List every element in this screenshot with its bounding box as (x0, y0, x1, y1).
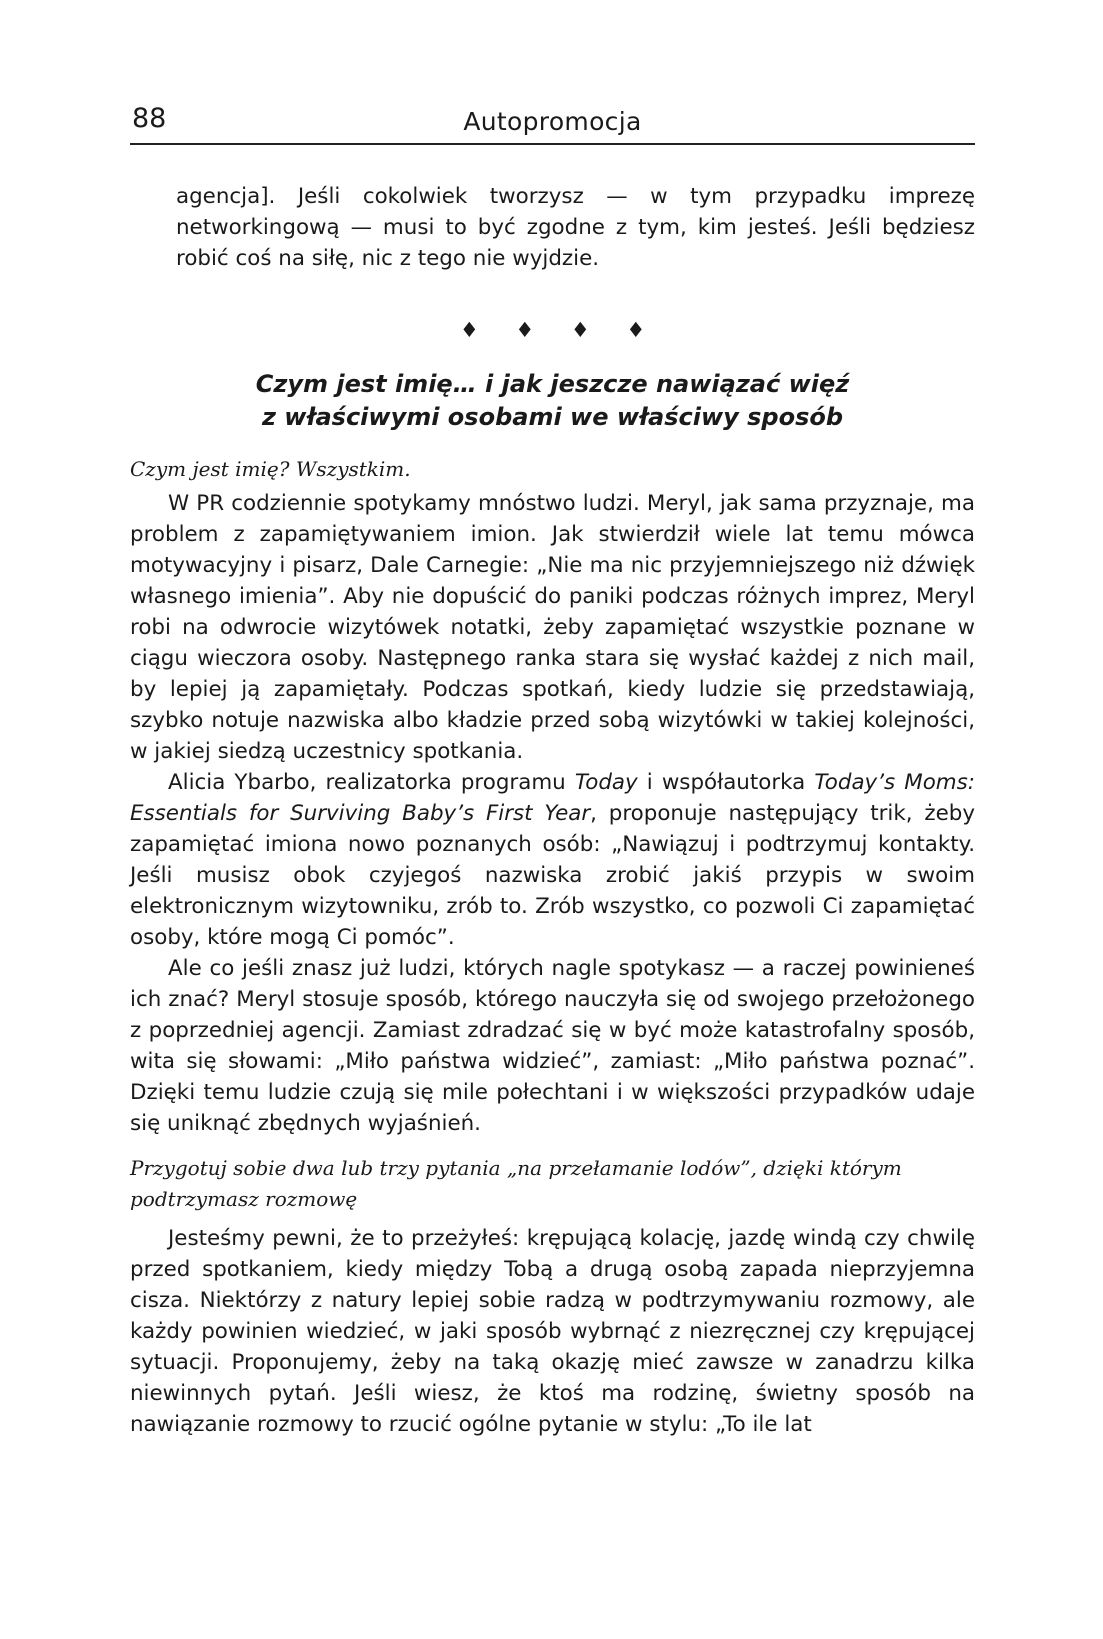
subheading-icebreaker: Przygotuj sobie dwa lub trzy pytania „na przełamanie lodów”, dzięki którym podtrzymasz rozmowę (130, 1156, 902, 1211)
paragraph-greeting-trick: Ale co jeśli znasz już ludzi, których nagle spotykasz — a raczej powinieneś ich znać? Meryl stosuje sposób, którego nauczyła się od swojego przełożonego z poprzedniej agencji. Zamiast zdradzać się w być może katastrofalny sposób, wita się słowami: „Miło państwa widzieć”, zamiast: „Miło państwa poznać”. Dzięki temu ludzie czują się mile połechtani i w większości przypadków udaje się uniknąć zbędnych wyjaśnień. (130, 956, 975, 1136)
section-heading (130, 368, 975, 434)
book-title-todays-moms: Today’s Moms: Essentials for Surviving Baby’s First Year (130, 770, 975, 826)
section-heading-line-2: z właściwymi osobami we właściwy sposób (261, 403, 844, 431)
book-page (130, 95, 975, 1440)
running-title: Autopromocja (463, 107, 642, 136)
running-header (130, 95, 975, 145)
paragraph-text: , proponuje następujący trik, żeby zapamiętać imiona nowo poznanych osób: „Nawiązuj i podtrzymuj kontakty. Jeśli musisz obok czyjegoś nazwiska zrobić jakiś przypis w swoim elektronicznym wizytowniku, zrób to. Zrób wszystko, co pozwoli Ci zapamiętać osoby, które mogą Ci pomóc”. (130, 801, 975, 950)
subheading-name: Czym jest imię? Wszystkim. (130, 457, 411, 481)
paragraph-text: Alicia Ybarbo, realizatorka programu (168, 770, 575, 795)
book-title-today: Today (574, 770, 638, 795)
page-number: 88 (132, 103, 167, 134)
paragraph-icebreaker: Jesteśmy pewni, że to przeżyłeś: krępującą kolację, jazdę windą czy chwilę przed spotkaniem, kiedy między Tobą a drugą osobą zapada nieprzyjemna cisza. Niektórzy z natury lepiej sobie radzą w podtrzymywaniu rozmowy, ale każdy powinien wiedzieć, w jaki sposób wybrnąć z niezręcznej czy krępującej sytuacji. Proponujemy, żeby na taką okazję mieć zawsze w zanadrzu kilka niewinnych pytań. Jeśli wiesz, że ktoś ma rodzinę, świetny sposób na nawiązanie rozmowy to rzucić ogólne pytanie w stylu: „To ile lat (130, 1226, 975, 1437)
paragraph-meryl-names: W PR codziennie spotykamy mnóstwo ludzi. Meryl, jak sama przyznaje, ma problem z zapamiętywaniem imion. Jak stwierdził wiele lat temu mówca motywacyjny i pisarz, Dale Carnegie: „Nie ma nic przyjemniejszego niż dźwięk własnego imienia”. Aby nie dopuścić do paniki podczas różnych imprez, Meryl robi na odwrocie wizytówek notatki, żeby zapamiętać wszystkie poznane w ciągu wieczora osoby. Następnego ranka stara się wysłać każdej z nich mail, by lepiej ją zapamiętały. Podczas spotkań, kiedy ludzie się przedstawiają, szybko notuje nazwiska albo kładzie przed sobą wizytówki w takiej kolejności, w jakiej siedzą uczestnicy spotkania. (130, 491, 975, 764)
section-separator-diamonds: ♦ ♦ ♦ ♦ (459, 318, 661, 342)
lead-paragraph: agencja]. Jeśli cokolwiek tworzysz — w tym przypadku imprezę networkingową — musi to być zgodne z tym, kim jesteś. Jeśli będziesz robić coś na siłę, nic z tego nie wyjdzie. (176, 184, 975, 271)
paragraph-text: i współautorka (637, 770, 815, 795)
section-heading-line-1: Czym jest imię… i jak jeszcze nawiązać więź (255, 370, 850, 398)
paragraph-alicia-ybarbo (130, 767, 975, 953)
